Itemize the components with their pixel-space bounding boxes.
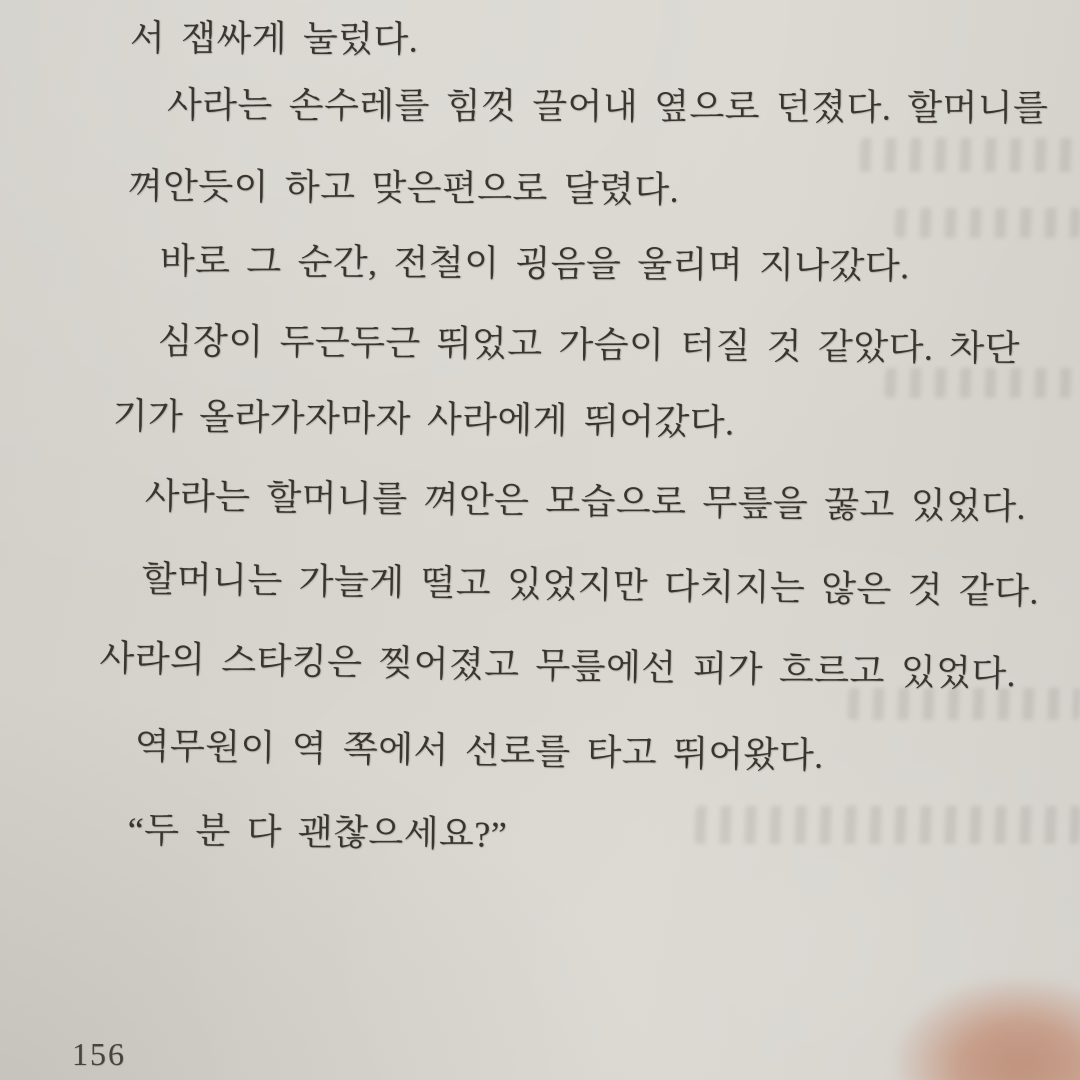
text-line: 역무원이 역 쪽에서 선로를 타고 뛰어왔다. — [134, 725, 824, 776]
page-number: 156 — [72, 1036, 126, 1072]
ink-bleedthrough-patch — [894, 208, 1080, 238]
text-line: 바로 그 순간, 전철이 굉음을 울리며 지나갔다. — [159, 240, 910, 287]
text-line: 기가 올라가자마자 사라에게 뛰어갔다. — [112, 395, 735, 443]
text-line: 심장이 두근두근 뛰었고 가슴이 터질 것 같았다. 차단 — [157, 320, 1021, 369]
text-line: 사라의 스타킹은 찢어졌고 무릎에선 피가 흐르고 있었다. — [99, 637, 1017, 694]
ink-bleedthrough-patch — [694, 806, 1080, 844]
ink-bleedthrough-patch — [884, 368, 1080, 398]
ink-bleedthrough-patch — [847, 688, 1080, 720]
text-line: 사라는 손수레를 힘껏 끌어내 옆으로 던졌다. 할머니를 — [166, 84, 1049, 129]
ink-bleedthrough-patch — [859, 138, 1080, 172]
text-line: 서 잽싸게 눌렀다. — [129, 17, 419, 60]
text-line: 껴안듯이 하고 맞은편으로 달렸다. — [127, 165, 680, 210]
fingertip — [890, 975, 1080, 1080]
text-line: “두 분 다 괜찮으세요?” — [127, 809, 508, 855]
text-line: 사라는 할머니를 껴안은 모습으로 무릎을 꿇고 있었다. — [144, 475, 1027, 527]
text-line: 할머니는 가늘게 떨고 있었지만 다치지는 않은 것 같다. — [141, 558, 1040, 612]
